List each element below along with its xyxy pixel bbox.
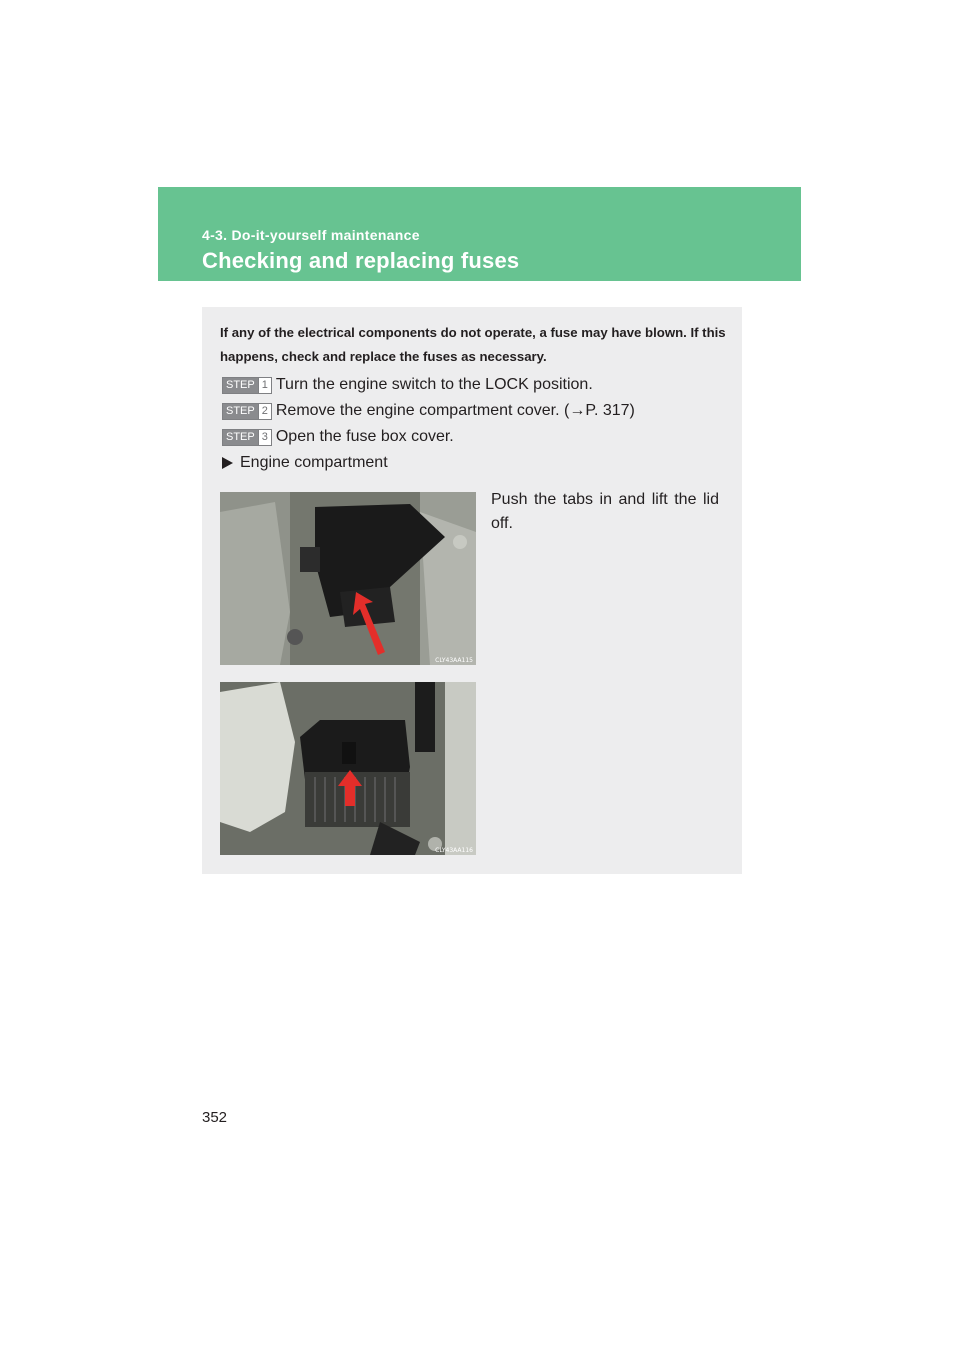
instruction-text: Push the tabs in and lift the lid off.: [491, 491, 719, 532]
location-label: Engine compartment: [240, 454, 388, 471]
step-label: STEP: [223, 430, 258, 445]
figure-code: CLY43AA115: [435, 657, 473, 664]
page-title: Checking and replacing fuses: [202, 248, 520, 273]
figure-code: CLY43AA116: [435, 847, 473, 854]
step-number: 2: [258, 404, 271, 419]
content-box: [202, 307, 742, 874]
triangle-bullet-icon: [222, 457, 233, 469]
step-badge: [222, 403, 272, 420]
step-text: Turn the engine switch to the LOCK position.: [275, 376, 593, 393]
intro-text: If any of the electrical components do not operate, a fuse may have blown. If this happens, check and replace the fuses as necessary.: [220, 325, 726, 364]
step-2: [222, 401, 635, 421]
step-badge: [222, 429, 272, 446]
section-label: 4-3. Do-it-yourself maintenance: [202, 227, 420, 243]
location-heading: [222, 454, 388, 472]
page-number: 352: [202, 1109, 228, 1126]
step-text: Remove the engine compartment cover. (→P. 317): [275, 402, 635, 419]
step-1: [222, 375, 593, 395]
step-3: [222, 427, 454, 447]
engine-photo-illustration: [220, 682, 476, 855]
section-header: [158, 187, 801, 281]
step-badge: [222, 377, 272, 394]
fuse-box-photo-2: [220, 682, 476, 855]
step-label: STEP: [223, 404, 258, 419]
fuse-box-photo-1: [220, 492, 476, 665]
engine-photo-illustration: [220, 492, 476, 665]
step-text: Open the fuse box cover.: [275, 428, 454, 445]
step-label: STEP: [223, 378, 258, 393]
step-number: 3: [258, 430, 271, 445]
step-number: 1: [258, 378, 271, 393]
